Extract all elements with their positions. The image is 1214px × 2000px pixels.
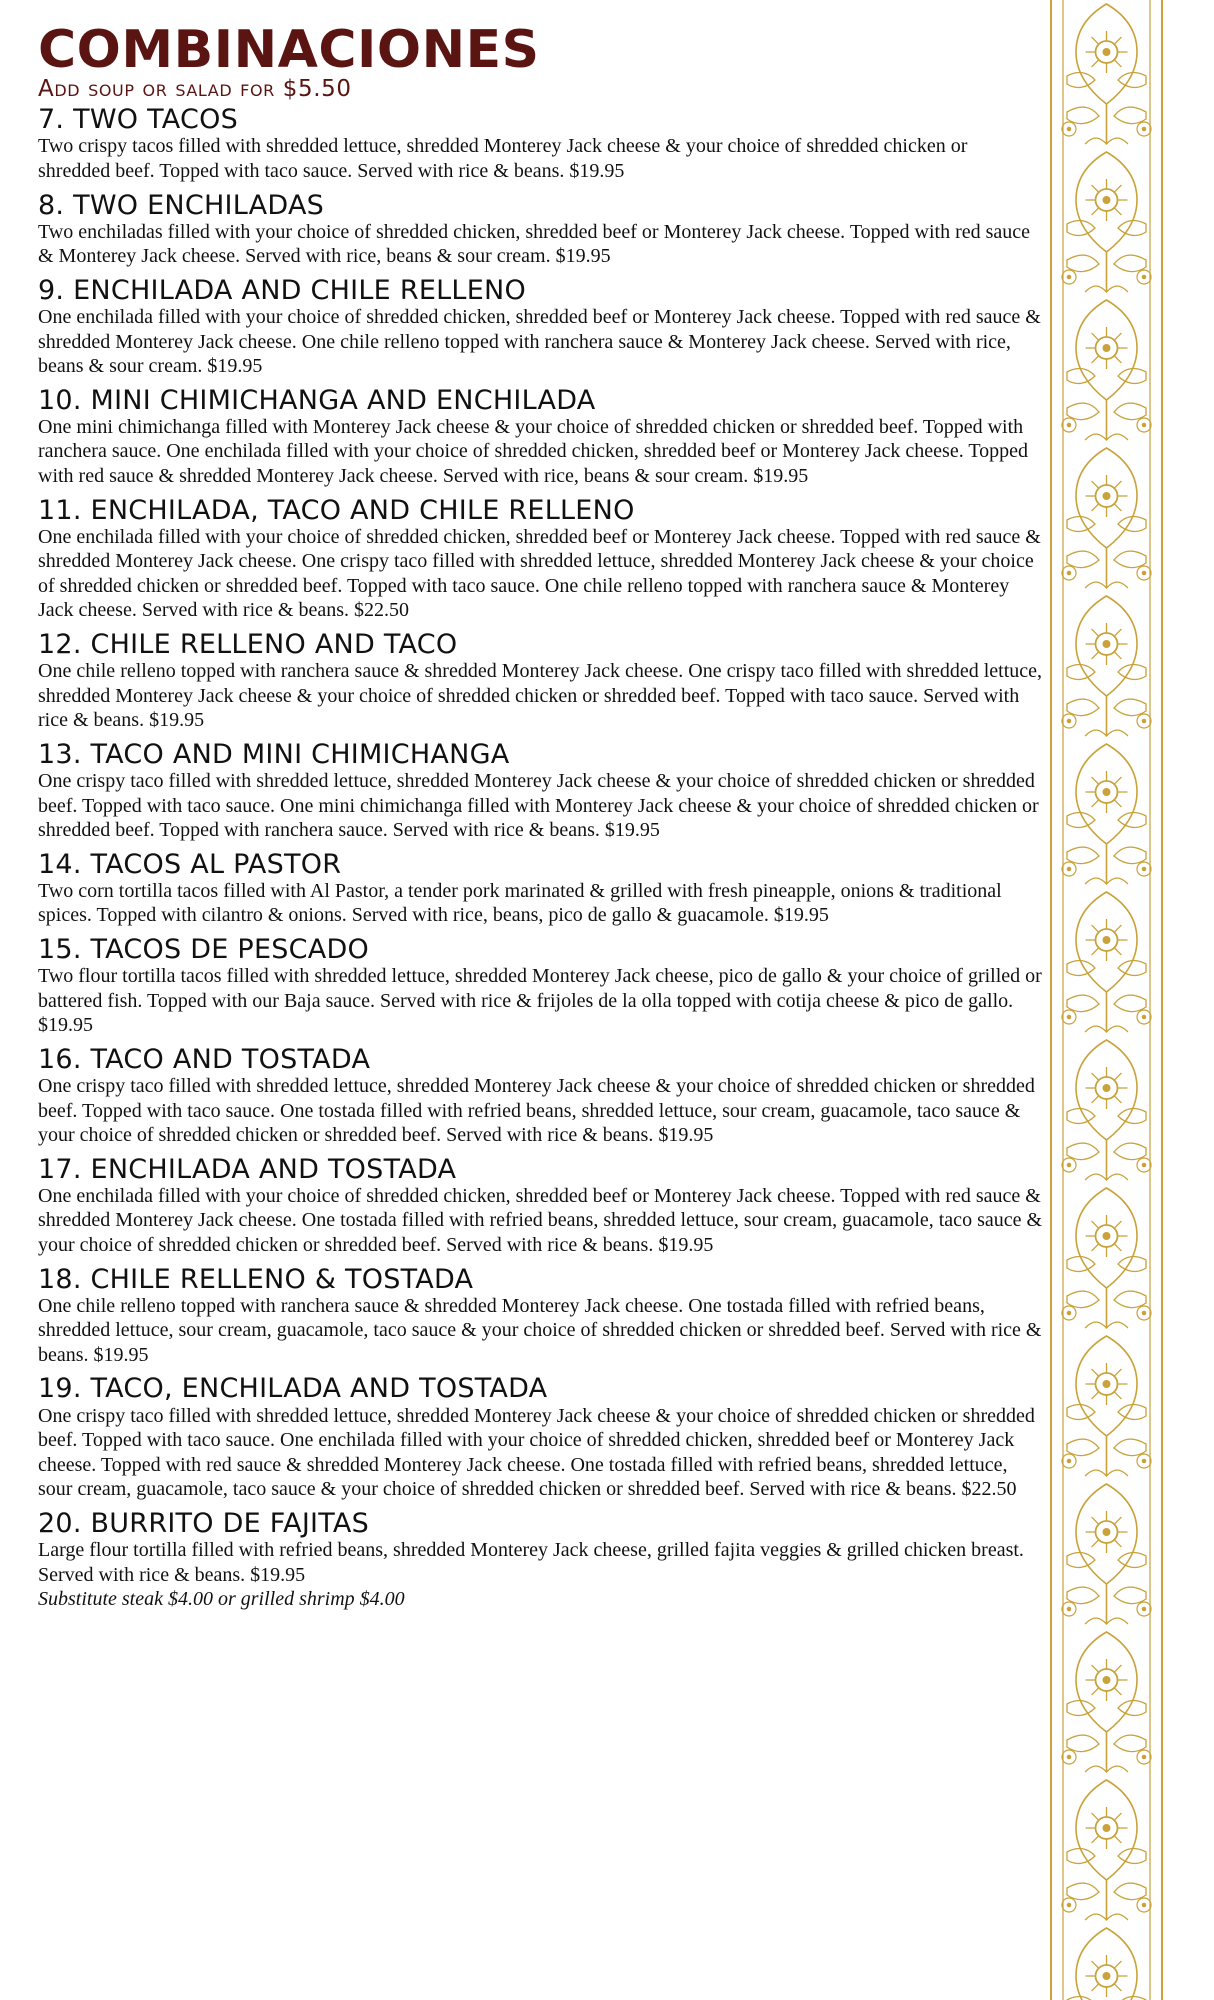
menu-item-title: 11. ENCHILADA, TACO AND CHILE RELLENO <box>38 494 635 526</box>
ornament-border <box>1043 0 1170 2000</box>
menu-list <box>38 106 1044 1611</box>
menu-item-title: 16. TACO AND TOSTADA <box>38 1043 371 1075</box>
menu-item-description: Two flour tortilla tacos filled with shredded lettuce, shredded Monterey Jack cheese, pico de gallo & your choice of grilled or battered fish. Topped with our Baja sauce. Served with rice & frijoles de la olla topped with cotija cheese & pico de gallo. $19.95 <box>38 965 1042 1037</box>
menu-page <box>38 20 1044 1984</box>
menu-item-title: 13. TACO AND MINI CHIMICHANGA <box>38 738 510 770</box>
menu-item-title: 20. BURRITO DE FAJITAS <box>38 1507 370 1539</box>
menu-item-title: 17. ENCHILADA AND TOSTADA <box>38 1153 457 1185</box>
menu-item-description: One crispy taco filled with shredded lettuce, shredded Monterey Jack cheese & your choice of shredded chicken or shredded beef. Topped with taco sauce. One mini chimichanga filled with Monterey Jack cheese & your choice of shredded chicken or shredded beef. Topped with ranchera sauce. Served with rice & beans. $19.95 <box>38 769 1039 842</box>
menu-item-10 <box>38 384 1044 489</box>
menu-item-19 <box>38 1375 1044 1501</box>
menu-item-title: 14. TACOS AL PASTOR <box>38 848 342 880</box>
menu-item-description: One chile relleno topped with ranchera sauce & shredded Monterey Jack cheese. One crispy taco filled with shredded lettuce, shredded Monterey Jack cheese & your choice of shredded chicken or shredded beef. Topped with taco sauce. Served with rice & beans. $19.95 <box>38 660 1043 732</box>
menu-item-title: 9. ENCHILADA AND CHILE RELLENO <box>38 274 526 306</box>
menu-item-15 <box>38 936 1044 1038</box>
menu-item-description: Large flour tortilla filled with refried beans, shredded Monterey Jack cheese, grilled fajita veggies & grilled chicken breast. Served with rice & beans. $19.95 <box>38 1538 1024 1586</box>
menu-item-description: One crispy taco filled with shredded lettuce, shredded Monterey Jack cheese & your choice of shredded chicken or shredded beef. Topped with taco sauce. One tostada filled with refried beans, shredded lettuce, sour cream, guacamole, taco sauce & your choice of shredded chicken or shredded beef. Served with rice & beans. $19.95 <box>38 1074 1035 1147</box>
menu-item-description: One enchilada filled with your choice of shredded chicken, shredded beef or Monterey Jack cheese. Topped with red sauce & shredded Monterey Jack cheese. One chile relleno topped with ranchera sauce & Monterey Jack cheese. Served with rice, beans & sour cream. $19.95 <box>38 305 1041 378</box>
page-subtitle: Add soup or salad for $5.50 <box>38 76 352 103</box>
menu-item-9 <box>38 274 1044 379</box>
menu-item-13 <box>38 738 1044 843</box>
menu-item-title: 19. TACO, ENCHILADA AND TOSTADA <box>38 1373 548 1405</box>
menu-item-description: Two corn tortilla tacos filled with Al Pastor, a tender pork marinated & grilled with fresh pineapple, onions & traditional spices. Topped with cilantro & onions. Served with rice, beans, pico de gallo & guacamole. $19.95 <box>38 879 1002 927</box>
menu-item-description: One enchilada filled with your choice of shredded chicken, shredded beef or Monterey Jack cheese. Topped with red sauce & shredded Monterey Jack cheese. One tostada filled with refried beans, shredded lettuce, sour cream, guacamole, taco sauce & your choice of shredded chicken or shredded beef. Served with rice & beans. $19.95 <box>38 1184 1043 1256</box>
menu-item-20 <box>38 1507 1044 1611</box>
menu-item-14 <box>38 848 1044 928</box>
menu-item-description: Two enchiladas filled with your choice of shredded chicken, shredded beef or Monterey Jack cheese. Topped with red sauce & Monterey Jack cheese. Served with rice, beans & sour cream. $19.95 <box>38 220 1031 268</box>
page-title: COMBINACIONES <box>38 20 540 80</box>
menu-item-note: Substitute steak $4.00 or grilled shrimp $4.00 <box>38 1588 405 1611</box>
menu-item-title: 10. MINI CHIMICHANGA AND ENCHILADA <box>38 384 596 416</box>
menu-item-8 <box>38 189 1044 269</box>
menu-item-17 <box>38 1153 1044 1258</box>
menu-item-12 <box>38 631 1044 733</box>
menu-item-title: 18. CHILE RELLENO & TOSTADA <box>38 1263 474 1295</box>
menu-item-description: One crispy taco filled with shredded lettuce, shredded Monterey Jack cheese & your choice of shredded chicken or shredded beef. Topped with taco sauce. One enchilada filled with your choice of shredded chicken, shredded beef or Monterey Jack cheese. Topped with red sauce & shredded Monterey Jack cheese. One tostada filled with refried beans, shredded lettuce, sour cream, guacamole, taco sauce & your choice of shredded chicken or shredded beef. Served with rice & beans. $22.50 <box>38 1404 1035 1501</box>
ornament-pattern-icon <box>1043 0 1170 2000</box>
menu-item-18 <box>38 1263 1044 1368</box>
menu-item-11 <box>38 494 1044 623</box>
menu-item-title: 15. TACOS DE PESCADO <box>38 934 370 966</box>
menu-item-7 <box>38 106 1044 183</box>
menu-item-title: 12. CHILE RELLENO AND TACO <box>38 629 458 661</box>
menu-item-description: One mini chimichanga filled with Monterey Jack cheese & your choice of shredded chicken or shredded beef. Topped with ranchera sauce. One enchilada filled with your choice of shredded chicken, shredded beef or Monterey Jack cheese. Topped with red sauce & shredded Monterey Jack cheese. Served with rice, beans & sour cream. $19.95 <box>38 415 1029 487</box>
menu-item-16 <box>38 1043 1044 1148</box>
menu-item-description: One chile relleno topped with ranchera sauce & shredded Monterey Jack cheese. One tostada filled with refried beans, shredded lettuce, sour cream, guacamole, taco sauce & your choice of shredded chicken or shredded beef. Served with rice & beans. $19.95 <box>38 1294 1042 1366</box>
menu-item-title: 7. TWO TACOS <box>38 104 239 136</box>
menu-item-description: Two crispy tacos filled with shredded lettuce, shredded Monterey Jack cheese & your choice of shredded chicken or shredded beef. Topped with taco sauce. Served with rice & beans. $19.95 <box>38 135 968 182</box>
menu-item-title: 8. TWO ENCHILADAS <box>38 189 325 221</box>
menu-item-description: One enchilada filled with your choice of shredded chicken, shredded beef or Monterey Jack cheese. Topped with red sauce & shredded Monterey Jack cheese. One crispy taco filled with shredded lettuce, shredded Monterey Jack cheese & your choice of shredded chicken or shredded beef. Topped with taco sauce. One chile relleno topped with ranchera sauce & Monterey Jack cheese. Served with rice & beans. $22.50 <box>38 525 1041 622</box>
